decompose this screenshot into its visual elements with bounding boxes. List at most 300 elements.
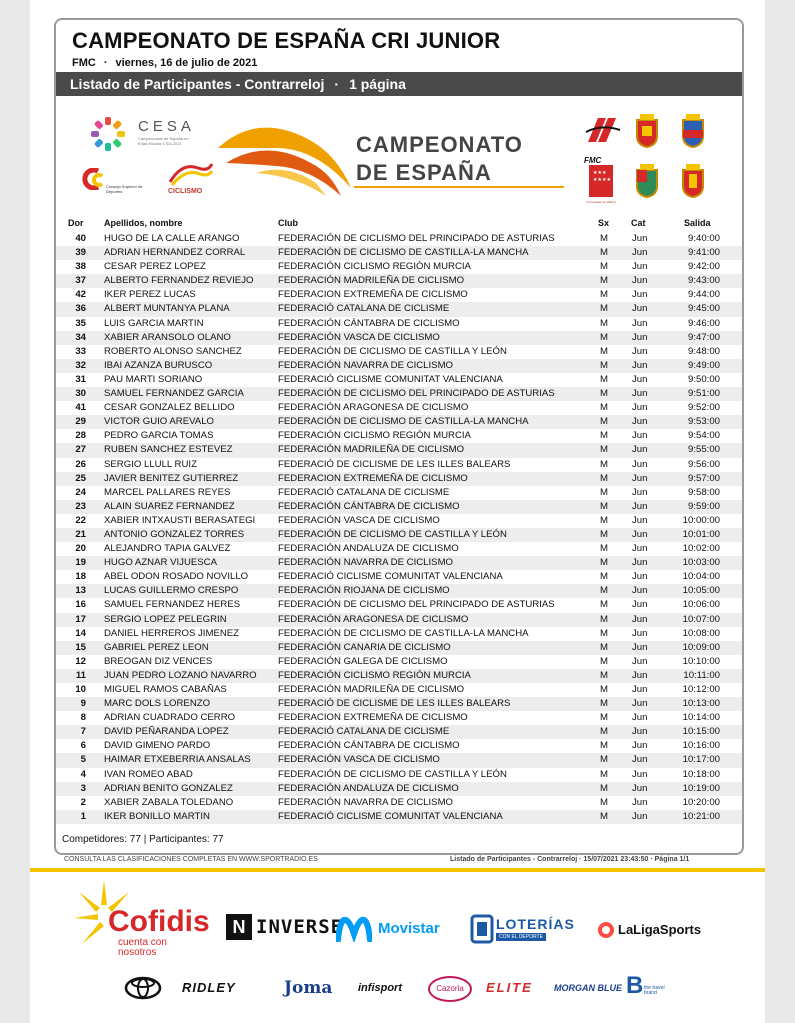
cell-cat: Jun <box>632 754 648 766</box>
cell-sx: M <box>600 331 608 343</box>
cell-sx: M <box>600 472 608 484</box>
cell-sx: M <box>600 444 608 456</box>
cell-club: FEDERACIÓN NAVARRA DE CICLISMO <box>278 359 454 371</box>
joma-logo: Joma <box>284 978 333 998</box>
cell-dor: 11 <box>75 669 86 681</box>
cell-dor: 34 <box>75 331 86 343</box>
cell-salida: 10:13:00 <box>682 698 720 710</box>
inverse-mark-icon: Ν <box>226 914 252 940</box>
cell-dor: 2 <box>80 796 86 808</box>
organizer: FMC <box>72 57 96 69</box>
table-row <box>56 556 742 570</box>
cell-cat: Jun <box>632 514 648 526</box>
fmc-logo-icon <box>584 112 622 150</box>
cell-sx: M <box>600 303 608 315</box>
cell-dor: 24 <box>75 486 86 498</box>
cell-dor: 9 <box>80 698 86 710</box>
cell-club: FEDERACIÓN CÁNTABRA DE CICLISMO <box>278 500 460 512</box>
cell-club: FEDERACIÓN MADRILEÑA DE CICLISMO <box>278 684 465 695</box>
page-count: 1 página <box>349 76 406 92</box>
cell-sx: M <box>600 740 608 752</box>
table-row <box>56 697 742 711</box>
cell-dor: 42 <box>75 289 86 301</box>
cell-salida: 10:14:00 <box>682 712 720 724</box>
cell-dor: 29 <box>75 416 86 428</box>
cell-name: PAU MARTI SORIANO <box>104 373 203 385</box>
banner-underline <box>354 186 564 188</box>
cell-cat: Jun <box>632 768 648 780</box>
cell-cat: Jun <box>632 345 648 357</box>
cell-cat: Jun <box>632 585 648 597</box>
cell-cat: Jun <box>632 261 648 273</box>
cell-sx: M <box>600 571 608 583</box>
table-row <box>56 260 742 274</box>
table-row <box>56 331 742 345</box>
cell-club: FEDERACIÓN CICLISMO REGIÓN MURCIA <box>278 261 471 273</box>
cell-cat: Jun <box>632 486 648 498</box>
ridley-logo: RIDLEY <box>182 980 236 995</box>
cell-name: IKER BONILLO MARTIN <box>104 810 210 822</box>
cell-sx: M <box>600 528 608 540</box>
cell-club: FEDERACIÓN DE CICLISMO DEL PRINCIPADO DE ASTURIAS <box>278 599 555 611</box>
page-title: CAMPEONATO DE ESPAÑA CRI JUNIOR <box>72 28 501 53</box>
cell-name: DAVID PEÑARANDA LOPEZ <box>104 726 229 738</box>
table-row <box>56 387 742 401</box>
cell-cat: Jun <box>632 698 648 710</box>
cell-club: FEDERACIÓ CICLISME COMUNITAT VALENCIANA <box>278 810 503 822</box>
footer-website-note: CONSULTA LAS CLASIFICACIONES COMPLETAS EN WWW.SPORTRADIO.ES <box>64 856 318 863</box>
town-crest-1-icon <box>634 112 660 148</box>
cell-name: JUAN PEDRO LOZANO NAVARRO <box>104 669 257 681</box>
cell-name: ALBERT MUNTANYA PLANA <box>104 303 230 315</box>
cell-club: FEDERACIÓ DE CICLISME DE LES ILLES BALEARS <box>278 698 511 710</box>
cell-salida: 10:20:00 <box>682 796 720 808</box>
rfec-label: CICLISMO <box>168 188 203 195</box>
cell-club: FEDERACIÓN ARAGONESA DE CICLISMO <box>278 613 469 625</box>
cell-sx: M <box>600 599 608 611</box>
table-row <box>56 246 742 260</box>
cell-name: BREOGAN DIZ VENCES <box>104 655 213 667</box>
participants-summary: Competidores: 77 | Participantes: 77 <box>62 834 224 845</box>
csd-logo-icon <box>80 168 106 190</box>
cell-cat: Jun <box>632 247 648 259</box>
table-row <box>56 725 742 739</box>
cell-sx: M <box>600 247 608 259</box>
cell-sx: M <box>600 669 608 681</box>
cell-club: FEDERACIÓ CICLISME COMUNITAT VALENCIANA <box>278 571 503 583</box>
cell-salida: 10:21:00 <box>682 810 720 822</box>
cell-cat: Jun <box>632 402 648 414</box>
cell-cat: Jun <box>632 528 648 540</box>
cell-sx: M <box>600 684 608 695</box>
cell-sx: M <box>600 613 608 625</box>
cell-salida: 9:43:00 <box>687 275 720 287</box>
table-row <box>56 542 742 556</box>
cell-dor: 14 <box>75 627 86 639</box>
toyota-logo-icon <box>124 976 162 1000</box>
cell-dor: 4 <box>80 768 86 780</box>
cell-sx: M <box>600 345 608 357</box>
cell-dor: 23 <box>75 500 86 512</box>
cell-name: SAMUEL FERNANDEZ HERES <box>104 599 241 611</box>
table-row <box>56 683 742 697</box>
cell-name: CESAR PEREZ LOPEZ <box>104 261 206 273</box>
cell-cat: Jun <box>632 627 648 639</box>
cell-salida: 9:45:00 <box>687 303 720 315</box>
laliga-logo: LaLigaSports <box>618 922 702 937</box>
cell-dor: 36 <box>75 303 86 315</box>
document-page <box>30 0 765 1023</box>
table-row <box>56 401 742 415</box>
cell-dor: 38 <box>75 261 86 273</box>
cell-name: ABEL ODON ROSADO NOVILLO <box>104 571 249 583</box>
cell-dor: 20 <box>75 543 86 555</box>
cell-dor: 7 <box>80 726 86 738</box>
cell-name: ROBERTO ALONSO SANCHEZ <box>104 345 242 357</box>
col-name: Apellidos, nombre <box>104 218 183 228</box>
cell-dor: 27 <box>75 444 86 456</box>
cesa-name: CESA <box>138 118 195 135</box>
cell-club: FEDERACIÓN CANARIA DE CICLISMO <box>278 641 451 653</box>
cell-name: HUGO DE LA CALLE ARANGO <box>104 233 240 244</box>
cell-salida: 9:51:00 <box>687 388 720 400</box>
cell-dor: 31 <box>75 373 86 385</box>
cell-club: FEDERACIÓ CATALANA DE CICLISME <box>278 303 450 315</box>
col-salida: Salida <box>684 218 711 228</box>
cell-name: ALAIN SUAREZ FERNANDEZ <box>104 500 235 512</box>
madrid-label: Comunidad de Madrid <box>586 200 616 204</box>
elite-logo: ELITE <box>486 980 533 995</box>
morgan-blue-logo: MORGAN BLUE <box>554 983 622 993</box>
cell-club: FEDERACIÓN VASCA DE CICLISMO <box>278 754 440 766</box>
cell-name: ALEJANDRO TAPIA GALVEZ <box>104 543 231 555</box>
cell-dor: 15 <box>75 641 86 653</box>
cell-salida: 10:09:00 <box>682 641 720 653</box>
cell-salida: 9:57:00 <box>687 472 720 484</box>
cell-cat: Jun <box>632 782 648 794</box>
cell-dor: 41 <box>75 402 86 414</box>
cell-salida: 10:19:00 <box>682 782 720 794</box>
cell-sx: M <box>600 373 608 385</box>
participant-list-card <box>54 18 744 855</box>
cesa-logo-icon <box>88 114 128 154</box>
table-row <box>56 302 742 316</box>
cell-club: FEDERACIÓ CATALANA DE CICLISME <box>278 726 450 738</box>
cell-dor: 16 <box>75 599 86 611</box>
cofidis-logo: Cofidis <box>108 905 210 938</box>
col-dor: Dor <box>68 218 84 228</box>
cell-name: IKER PEREZ LUCAS <box>104 289 196 301</box>
cell-dor: 3 <box>80 782 86 794</box>
table-row <box>56 711 742 725</box>
cell-sx: M <box>600 810 608 822</box>
cell-dor: 35 <box>75 317 86 329</box>
cell-cat: Jun <box>632 472 648 484</box>
cell-dor: 21 <box>75 528 86 540</box>
cell-cat: Jun <box>632 571 648 583</box>
fmc-label: FMC <box>584 156 602 165</box>
movistar-m-icon <box>336 916 372 942</box>
cell-sx: M <box>600 402 608 414</box>
cell-sx: M <box>600 557 608 569</box>
table-row <box>56 753 742 767</box>
cell-cat: Jun <box>632 684 648 695</box>
cell-cat: Jun <box>632 430 648 442</box>
cell-cat: Jun <box>632 599 648 611</box>
cell-club: FEDERACIÓN MADRILEÑA DE CICLISMO <box>278 444 465 456</box>
table-row <box>56 627 742 641</box>
footer-divider <box>30 868 765 872</box>
cell-sx: M <box>600 289 608 301</box>
cell-sx: M <box>600 655 608 667</box>
cell-name: HAIMAR ETXEBERRIA ANSALAS <box>104 754 251 766</box>
cell-salida: 10:11:00 <box>683 669 720 681</box>
table-row <box>56 613 742 627</box>
cell-name: DANIEL HERREROS JIMENEZ <box>104 627 240 639</box>
cell-sx: M <box>600 233 608 244</box>
cell-cat: Jun <box>632 543 648 555</box>
town-crest-2-icon <box>680 112 706 148</box>
cell-name: GABRIEL PEREZ LEON <box>104 641 209 653</box>
table-row <box>56 796 742 810</box>
event-subline: FMC · viernes, 16 de julio de 2021 <box>72 57 258 69</box>
cell-salida: 10:15:00 <box>682 726 720 738</box>
cell-cat: Jun <box>632 557 648 569</box>
table-row <box>56 810 742 824</box>
cell-salida: 9:40:00 <box>687 233 720 244</box>
cell-name: SAMUEL FERNANDEZ GARCIA <box>104 388 244 400</box>
cell-name: PEDRO GARCIA TOMAS <box>104 430 214 442</box>
cell-dor: 25 <box>75 472 86 484</box>
cell-name: JAVIER BENITEZ GUTIERREZ <box>104 472 239 484</box>
cell-sx: M <box>600 627 608 639</box>
table-row <box>56 655 742 669</box>
cell-club: FEDERACIÓ CICLISME COMUNITAT VALENCIANA <box>278 373 503 385</box>
table-row <box>56 739 742 753</box>
cell-club: FEDERACIÓN CÁNTABRA DE CICLISMO <box>278 740 460 752</box>
cell-cat: Jun <box>632 796 648 808</box>
cell-cat: Jun <box>632 458 648 470</box>
cell-name: LUIS GARCIA MARTIN <box>104 317 204 329</box>
cell-club: FEDERACIÓN ARAGONESA DE CICLISMO <box>278 402 469 414</box>
banner-title-line1: CAMPEONATO <box>356 132 523 157</box>
participant-table <box>56 232 742 824</box>
cell-name: XABIER INTXAUSTI BERASATEGI <box>104 514 256 526</box>
cell-cat: Jun <box>632 810 648 822</box>
cell-club: FEDERACIÓN MADRILEÑA DE CICLISMO <box>278 275 465 287</box>
cell-dor: 26 <box>75 458 86 470</box>
cell-name: SERGIO LLULL RUIZ <box>104 458 197 470</box>
cell-name: XABIER ZABALA TOLEDANO <box>104 796 234 808</box>
cell-dor: 28 <box>75 430 86 442</box>
cell-cat: Jun <box>632 317 648 329</box>
cell-salida: 9:58:00 <box>687 486 720 498</box>
cell-club: FEDERACIÓ CATALANA DE CICLISME <box>278 486 450 498</box>
town-crest-3-icon <box>634 162 660 198</box>
cell-sx: M <box>600 500 608 512</box>
cell-cat: Jun <box>632 613 648 625</box>
cell-club: FEDERACIÓN CÁNTABRA DE CICLISMO <box>278 317 460 329</box>
movistar-logo: Movistar <box>378 920 440 937</box>
cell-club: FEDERACIÓN DE CICLISMO DE CASTILLA Y LEÓN <box>278 768 507 780</box>
table-header <box>56 218 742 232</box>
cell-dor: 18 <box>75 571 86 583</box>
cell-salida: 10:18:00 <box>682 768 720 780</box>
cell-club: FEDERACIÓN CICLISMO REGIÓN MURCIA <box>278 430 471 442</box>
table-row <box>56 443 742 457</box>
cell-salida: 10:10:00 <box>682 655 720 667</box>
cell-sx: M <box>600 261 608 273</box>
cell-salida: 10:03:00 <box>682 557 720 569</box>
cell-cat: Jun <box>632 303 648 315</box>
cell-salida: 9:54:00 <box>687 430 720 442</box>
cell-salida: 10:04:00 <box>682 571 720 583</box>
table-row <box>56 486 742 500</box>
table-row <box>56 317 742 331</box>
cell-cat: Jun <box>632 500 648 512</box>
col-cat: Cat <box>631 218 646 228</box>
cell-salida: 9:50:00 <box>687 373 720 385</box>
cell-salida: 10:12:00 <box>682 684 720 695</box>
cell-cat: Jun <box>632 669 648 681</box>
cell-salida: 9:46:00 <box>687 317 720 329</box>
cell-salida: 9:42:00 <box>687 261 720 273</box>
cell-cat: Jun <box>632 289 648 301</box>
cell-dor: 32 <box>75 359 86 371</box>
table-row <box>56 641 742 655</box>
cell-dor: 22 <box>75 514 86 526</box>
csd-label: Consejo Superior de Deportes <box>106 184 143 194</box>
table-row <box>56 782 742 796</box>
cell-salida: 10:06:00 <box>682 599 720 611</box>
table-row <box>56 598 742 612</box>
table-row <box>56 669 742 683</box>
cell-name: ADRIAN BENITO GONZALEZ <box>104 782 233 794</box>
cell-dor: 12 <box>75 655 86 667</box>
cell-name: VICTOR GUIO AREVALO <box>104 416 214 428</box>
cell-club: FEDERACIÓN ANDALUZA DE CICLISMO <box>278 782 459 794</box>
cell-cat: Jun <box>632 416 648 428</box>
cell-club: FEDERACIÓN DE CICLISMO DE CASTILLA-LA MANCHA <box>278 416 529 428</box>
cell-club: FEDERACION EXTREMEÑA DE CICLISMO <box>278 712 468 724</box>
cell-sx: M <box>600 698 608 710</box>
madrid-community-icon <box>588 164 614 198</box>
table-row <box>56 514 742 528</box>
inverse-logo: INVERSE <box>256 916 344 938</box>
cell-dor: 39 <box>75 247 86 259</box>
cell-dor: 8 <box>80 712 86 724</box>
cell-sx: M <box>600 486 608 498</box>
cell-cat: Jun <box>632 641 648 653</box>
cell-club: FEDERACIÓ DE CICLISME DE LES ILLES BALEARS <box>278 458 511 470</box>
loterias-mark-icon <box>470 914 494 944</box>
col-sx: Sx <box>598 218 610 228</box>
table-row <box>56 570 742 584</box>
cell-name: MARC DOLS LORENZO <box>104 698 211 710</box>
cell-salida: 10:08:00 <box>682 627 720 639</box>
table-row <box>56 415 742 429</box>
list-title-bar: Listado de Participantes - Contrarreloj · 1 página <box>56 72 742 96</box>
cell-dor: 40 <box>75 233 86 244</box>
cell-dor: 13 <box>75 585 86 597</box>
table-row <box>56 500 742 514</box>
cell-cat: Jun <box>632 388 648 400</box>
cell-name: DAVID GIMENO PARDO <box>104 740 211 752</box>
svg-text:★★★★: ★★★★ <box>593 177 611 183</box>
cell-club: FEDERACIÓN DE CICLISMO DE CASTILLA Y LEÓN <box>278 528 507 540</box>
list-title: Listado de Participantes - Contrarreloj <box>70 76 325 92</box>
cell-cat: Jun <box>632 655 648 667</box>
cell-sx: M <box>600 754 608 766</box>
cell-salida: 10:00:00 <box>682 514 720 526</box>
cell-cat: Jun <box>632 740 648 752</box>
cell-salida: 10:02:00 <box>682 543 720 555</box>
cell-sx: M <box>600 768 608 780</box>
cell-sx: M <box>600 514 608 526</box>
cell-sx: M <box>600 388 608 400</box>
infisport-logo: infisport <box>358 982 402 994</box>
cell-sx: M <box>600 430 608 442</box>
cell-sx: M <box>600 782 608 794</box>
cell-sx: M <box>600 712 608 724</box>
cell-club: FEDERACIÓN GALEGA DE CICLISMO <box>278 655 448 667</box>
cell-sx: M <box>600 458 608 470</box>
cofidis-tagline: cuenta con nosotros <box>118 937 167 958</box>
cell-sx: M <box>600 796 608 808</box>
cell-cat: Jun <box>632 233 648 244</box>
table-row <box>56 359 742 373</box>
cell-club: FEDERACIÓN DE CICLISMO DE CASTILLA Y LEÓN <box>278 345 507 357</box>
cell-name: MIGUEL RAMOS CABAÑAS <box>104 684 227 695</box>
cell-sx: M <box>600 585 608 597</box>
cell-salida: 9:48:00 <box>687 345 720 357</box>
cell-dor: 17 <box>75 613 86 625</box>
cell-salida: 9:59:00 <box>687 500 720 512</box>
banner-title-line2: DE ESPAÑA <box>356 160 492 185</box>
table-row <box>56 584 742 598</box>
cell-club: FEDERACIÓN NAVARRA DE CICLISMO <box>278 557 454 569</box>
cell-club: FEDERACIÓN NAVARRA DE CICLISMO <box>278 796 454 808</box>
btravel-mark-icon: B <box>626 972 644 999</box>
table-row <box>56 429 742 443</box>
cell-cat: Jun <box>632 359 648 371</box>
laliga-icon <box>596 920 616 940</box>
cell-cat: Jun <box>632 373 648 385</box>
cell-club: FEDERACIÓN VASCA DE CICLISMO <box>278 514 440 526</box>
cell-dor: 1 <box>80 810 86 822</box>
event-date: viernes, 16 de julio de 2021 <box>115 57 258 69</box>
cell-club: FEDERACIÓN DE CICLISMO DE CASTILLA-LA MANCHA <box>278 247 529 259</box>
table-row <box>56 373 742 387</box>
cell-name: ADRIAN CUADRADO CERRO <box>104 712 236 724</box>
cell-name: XABIER ARANSOLO OLANO <box>104 331 231 343</box>
cell-cat: Jun <box>632 726 648 738</box>
cell-salida: 9:53:00 <box>687 416 720 428</box>
table-row <box>56 288 742 302</box>
footer-doc-info: Listado de Participantes - Contrarreloj · 15/07/2021 23:43:50 · Página 1/1 <box>450 856 690 863</box>
table-row <box>56 232 742 246</box>
cell-salida: 10:07:00 <box>682 613 720 625</box>
cell-salida: 9:41:00 <box>687 247 720 259</box>
table-row <box>56 768 742 782</box>
cazorla-logo: Cazorla <box>428 976 472 1002</box>
loterias-logo: LOTERÍAS <box>496 916 575 932</box>
cell-sx: M <box>600 726 608 738</box>
cell-dor: 30 <box>75 388 86 400</box>
cell-salida: 9:44:00 <box>687 289 720 301</box>
cell-dor: 10 <box>75 684 86 695</box>
cell-club: FEDERACIÓN CICLISMO REGIÓN MURCIA <box>278 669 471 681</box>
